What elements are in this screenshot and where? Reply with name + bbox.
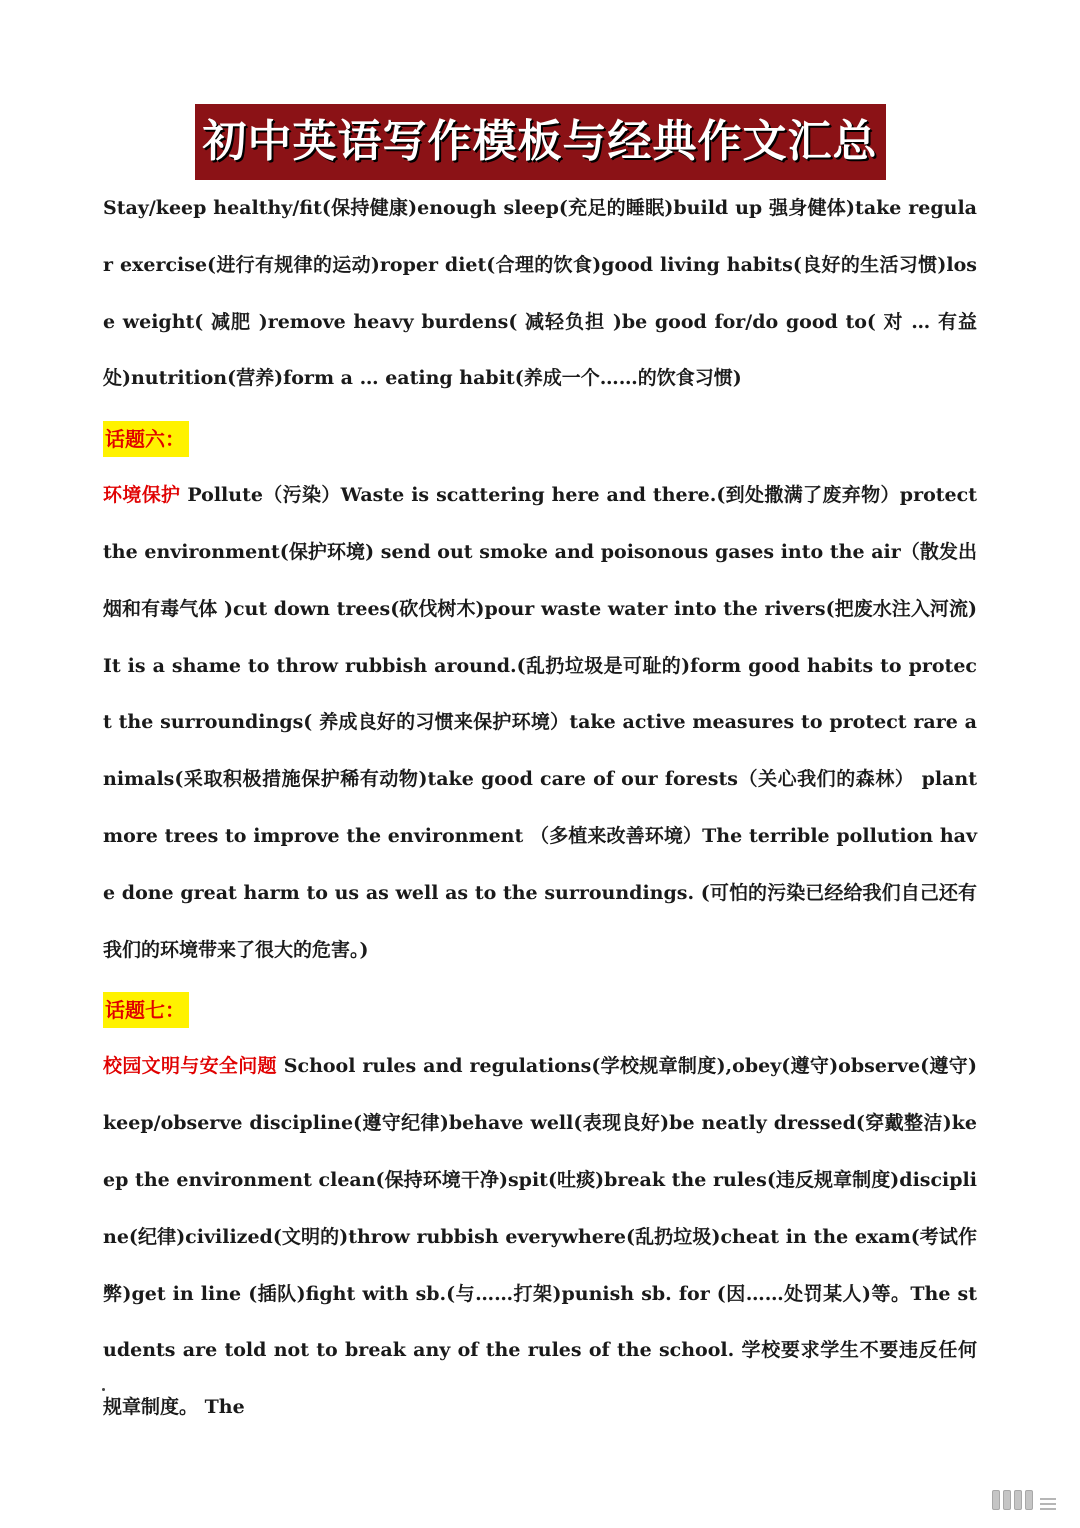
topic7-label: 话题七： bbox=[103, 992, 189, 1028]
topic6-lead: 环境保护 bbox=[103, 484, 181, 507]
title-banner bbox=[0, 104, 1080, 180]
page-dot bbox=[102, 1388, 105, 1391]
watermark-icon bbox=[992, 1490, 1056, 1510]
topic7-lead: 校园文明与安全问题 bbox=[103, 1055, 277, 1078]
document-body bbox=[103, 180, 977, 1436]
topic7-text: School rules and regulations(学校规章制度),obey(遵守)observe(遵守)keep/observe discipline(遵守纪律)behave well(表现良好)be neatly dressed(穿戴整洁)keep the environment clean(保持环境干净)spit(吐痰)break the rules(违反规章制度)discipline(纪律)civilized(文明的)throw rubbish everywhere(乱扔垃圾)cheat in the exam(考试作弊)get in line (插队)fight with sb.(与……打架)punish sb. for (因……处罚某人)等。The students are told not to break any of the rules of the school. 学校要求学生不要违反任何规章制度。 The bbox=[103, 1055, 977, 1419]
health-paragraph: Stay/keep healthy/fit(保持健康)enough sleep(充足的睡眠)build up 强身健体)take regular exercise(进行有规律的运动)roper diet(合理的饮食)good living habits(良好的生活习惯)lose weight( 减肥 )remove heavy burdens( 减轻负担 )be good for/do good to( 对 … 有益处)nutrition(营养)form a … eating habit(养成一个……的饮食习惯) bbox=[103, 197, 977, 390]
topic6-label: 话题六： bbox=[103, 421, 189, 457]
page-title: 初中英语写作模板与经典作文汇总 bbox=[195, 104, 886, 180]
topic7-heading-row bbox=[103, 982, 977, 1038]
topic6-text: Pollute（污染）Waste is scattering here and there.(到处撒满了废弃物）protect the environment(保护环境) send out smoke and poisonous gases into the air（散发出烟和有毒气体 )cut down trees(砍伐树木)pour waste water into the rivers(把废水注入河流)It is a shame to throw rubbish around.(乱扔垃圾是可耻的)form good habits to protect the surroundings( 养成良好的习惯来保护环境）take active measures to protect rare animals(采取积极措施保护稀有动物)take good care of our forests（关心我们的森林） plant more trees to improve the environment （多植来改善环境）The terrible pollution have done great harm to us as well as to the surroundings. (可怕的污染已经给我们自己还有我们的环境带来了很大的危害。) bbox=[103, 484, 977, 961]
topic6-heading-row bbox=[103, 411, 977, 467]
topic7-paragraph bbox=[103, 1038, 977, 1436]
topic6-paragraph bbox=[103, 467, 977, 978]
